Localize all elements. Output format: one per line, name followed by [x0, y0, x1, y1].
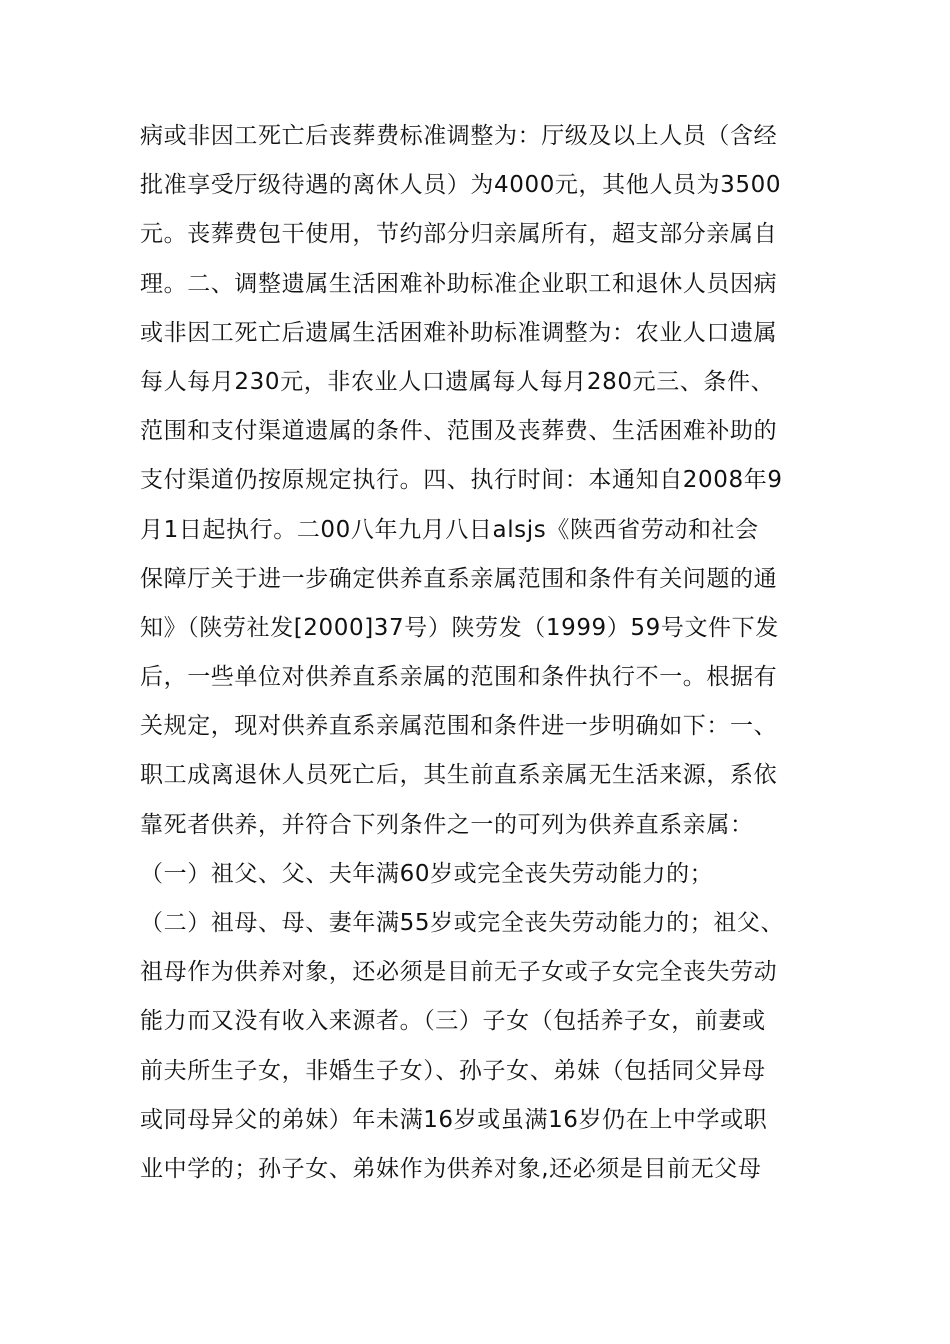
text-line: 范围和支付渠道遗属的条件、范围及丧葬费、生活困难补助的 — [140, 418, 778, 445]
text-line: 每人每月230元，非农业人口遗属每人每月280元三、条件、 — [140, 368, 775, 395]
document-body — [140, 112, 820, 1194]
text-line: 后，一些单位对供养直系亲属的范围和条件执行不一。根据有 — [140, 664, 778, 691]
text-line: 能力而又没有收入来源者。（三）子女（包括养子女，前妻或 — [140, 1008, 766, 1035]
text-line: 病或非因工死亡后丧葬费标准调整为：厅级及以上人员（含经 — [140, 123, 778, 149]
text-line: 职工成离退休人员死亡后，其生前直系亲属无生活来源，系依 — [140, 762, 778, 789]
text-line: 理。二、调整遗属生活困难补助标准企业职工和退休人员因病 — [140, 270, 778, 297]
text-line: 月1日起执行。二00八年九月八日alsjs《陕西省劳动和社会 — [140, 516, 759, 543]
text-line: 或同母异父的弟妹）年未满16岁或虽满16岁仍在上中学或职 — [140, 1106, 768, 1133]
text-line: 或非因工死亡后遗属生活困难补助标准调整为：农业人口遗属 — [140, 319, 778, 346]
text-line: 知》（陕劳社发[2000]37号）陕劳发（1999）59号文件下发 — [140, 614, 779, 641]
text-line: 元。丧葬费包干使用，节约部分归亲属所有，超支部分亲属自 — [140, 221, 778, 248]
text-line: 关规定，现对供养直系亲属范围和条件进一步明确如下：一、 — [140, 713, 778, 740]
text-line: （二）祖母、母、妻年满55岁或完全丧失劳动能力的；祖父、 — [140, 910, 785, 936]
text-line: 靠死者供养，并符合下列条件之一的可列为供养直系亲属： — [140, 811, 754, 838]
text-line: （一）祖父、父、夫年满60岁或完全丧失劳动能力的； — [140, 860, 714, 887]
text-line: 业中学的；孙子女、弟妹作为供养对象,还必须是目前无父母 — [140, 1155, 762, 1182]
text-line: 保障厅关于进一步确定供养直系亲属范围和条件有关问题的通 — [140, 565, 778, 592]
text-line: 祖母作为供养对象，还必须是目前无子女或子女完全丧失劳动 — [140, 959, 778, 986]
text-line: 前夫所生子女，非婚生子女）、孙子女、弟妹（包括同父异母 — [140, 1057, 766, 1084]
text-line: 批准享受厅级待遇的离休人员）为4000元，其他人员为3500 — [140, 172, 782, 199]
text-line: 支付渠道仍按原规定执行。四、执行时间：本通知自2008年9 — [140, 467, 783, 494]
